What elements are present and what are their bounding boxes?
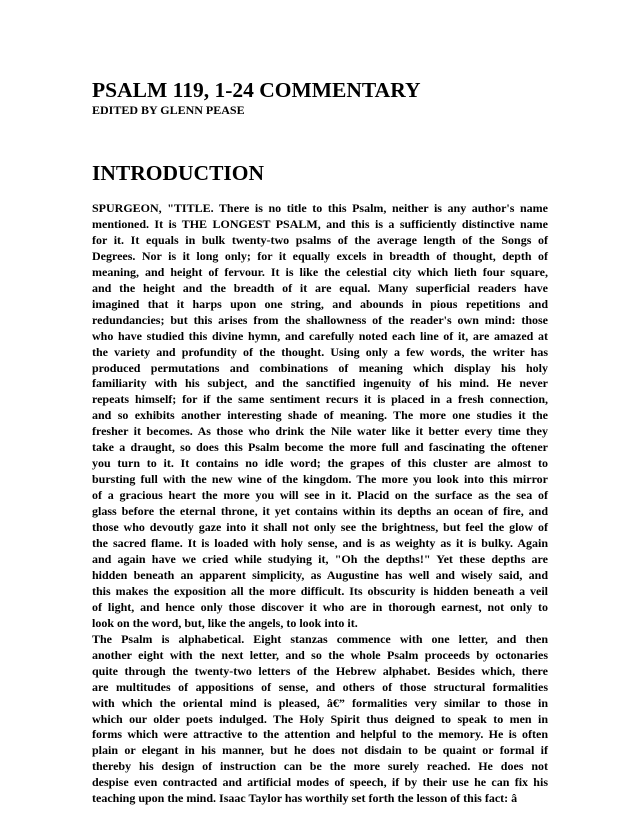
text-line: hidden beneath an apparent simplicity, as Augustine has well and wisely said, and [92, 567, 548, 582]
body-text [92, 201, 548, 807]
text-line: of a gracious heart the more you will see in it. Placid on the surface as the sea of [92, 488, 548, 503]
text-line: meaning, and height of fervour. It is like the celestial city which lieth four square, [92, 264, 548, 279]
text-line: those who devoutly gaze into it shall not only see the brightness, but feel the glow of [92, 520, 548, 535]
text-line: repeats himself; for if the same sentiment recurs it is placed in a fresh connection, [92, 392, 548, 407]
text-line: the sacred flame. It is loaded with holy sense, and is as weighty as it is bulky. Again [92, 536, 548, 551]
document-subtitle: EDITED BY GLENN PEASE [92, 103, 245, 117]
text-line: take a draught, so does this Psalm become the more full and fascinating the oftener [92, 440, 548, 455]
text-line: for it. It equals in bulk twenty-two psalms of the average length of the Songs of [92, 232, 548, 247]
text-line: another eight with the next letter, and so the whole Psalm proceeds by octonaries [92, 647, 548, 662]
text-line: fresher it becomes. As those who drink the Nile water like it better every time they [92, 424, 548, 439]
text-line: familiarity with his subject, and the sanctified ingenuity of his mind. He never [92, 376, 548, 391]
text-line: despise even contracted and artificial modes of speech, if by their use he can fix his [92, 775, 548, 790]
text-line: SPURGEON, "TITLE. There is no title to this Psalm, neither is any author's name [92, 201, 548, 215]
text-line: you turn to it. It contains no idle word; the grapes of this cluster are almost to [92, 456, 548, 471]
text-line: look on the word, but, like the angels, to look into it. [92, 615, 358, 630]
text-line: who have studied this divine hymn, and carefully noted each line of it, are amazed at [92, 328, 548, 343]
text-line: and so exhibits another interesting shade of meaning. The more one studies it the [92, 408, 548, 423]
paragraph-spurgeon-title [92, 201, 548, 632]
text-line: The Psalm is alphabetical. Eight stanzas commence with one letter, and then [92, 631, 548, 646]
text-line: produced permutations and combinations of meaning which display his holy [92, 360, 548, 375]
text-line: plain or elegant in his manner, but he does not disdain to be quaint or formal if [92, 743, 548, 758]
text-line: quite through the twenty-two letters of the Hebrew alphabet. Besides which, there [92, 663, 548, 678]
text-line: are multitudes of appositions of sense, and others of those structural formalities [92, 679, 548, 694]
text-line: imagined that it harps upon one string, and abounds in pious repetitions and [92, 296, 548, 311]
document-title: PSALM 119, 1-24 COMMENTARY [92, 78, 421, 102]
text-line: with which the oriental mind is pleased, â€” formalities very similar to those in [92, 695, 548, 710]
text-line: bursting full with the new wine of the kingdom. The more you look into this mirror [92, 472, 548, 487]
text-line: the variety and profundity of the thought. Using only a few words, the writer has [92, 344, 548, 359]
text-line: this makes the exposition all the more difficult. Its obscurity is hidden beneath a veil [92, 583, 548, 598]
text-line: of light, and hence only those discover it who are in thorough earnest, not only to [92, 599, 548, 614]
text-line: redundancies; but this arises from the shallowness of the reader's own mind: those [92, 312, 548, 327]
section-heading-introduction: INTRODUCTION [92, 161, 265, 185]
text-line: and the height and the breadth of it are equal. Many superficial readers have [92, 280, 548, 295]
text-line: mentioned. It is THE LONGEST PSALM, and this is a sufficiently distinctive name [92, 216, 548, 231]
text-line: and again have we cried while studying it, "Oh the depths!" Yet these depths are [92, 551, 548, 566]
text-line: thereby his design of instruction can be the more surely reached. He does not [92, 759, 548, 774]
text-line: forms which were attractive to the attention and helpful to the memory. He is often [92, 727, 548, 742]
text-line: glass before the eternal throne, it yet contains within its depths an ocean of fire, and [92, 504, 548, 519]
paragraph-alphabetical [92, 632, 548, 807]
text-line: which our older poets indulged. The Holy Spirit thus deigned to speak to men in [92, 711, 548, 726]
text-line: teaching upon the mind. Isaac Taylor has worthily set forth the lesson of this fact: â [92, 791, 518, 806]
document-page [92, 78, 548, 807]
text-line: Degrees. Nor is it long only; for it equally excels in breadth of thought, depth of [92, 248, 548, 263]
